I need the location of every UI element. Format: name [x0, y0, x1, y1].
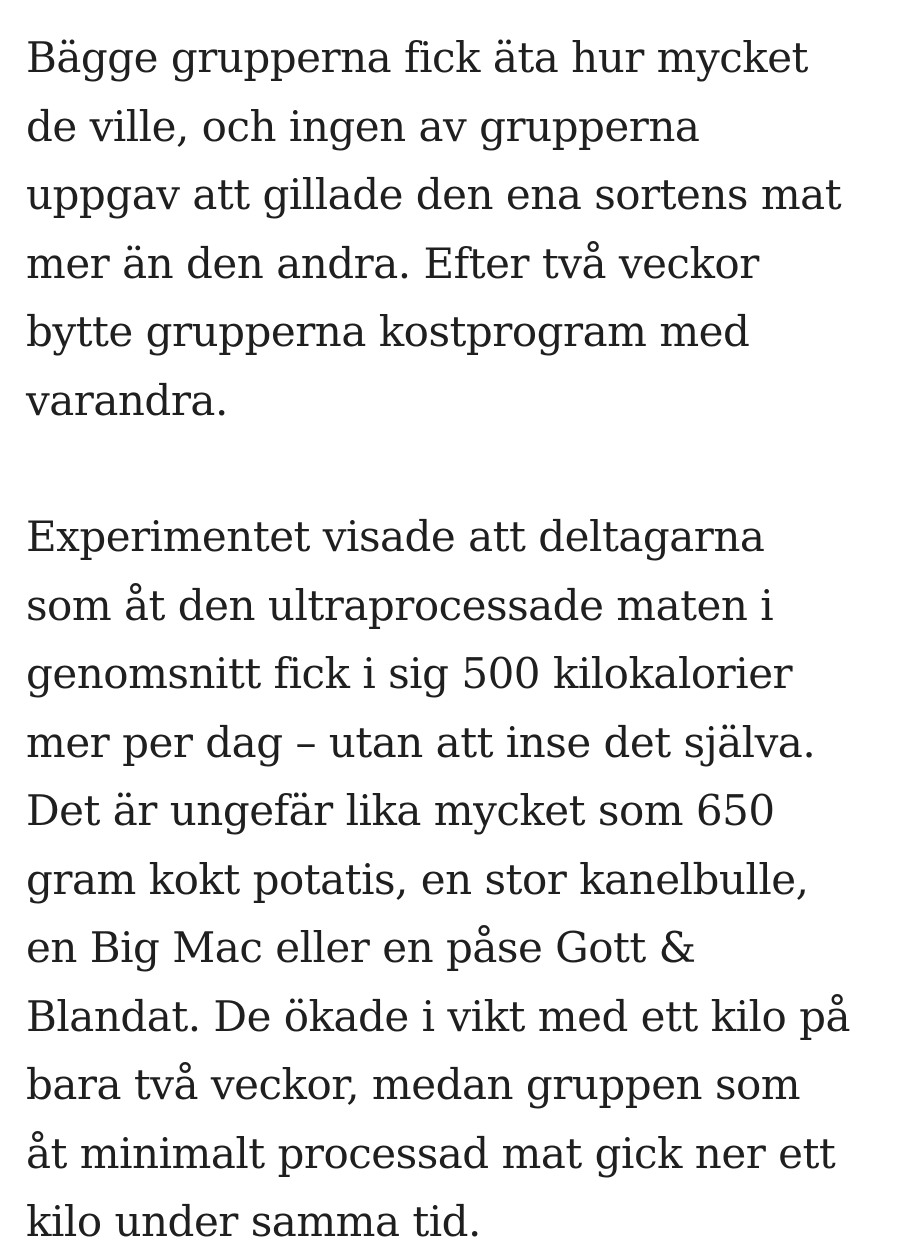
text-line: gram kokt potatis, en stor kanelbulle, — [26, 854, 809, 904]
text-line: varandra. — [26, 375, 228, 425]
text-line: de ville, och ingen av grupperna — [26, 101, 700, 151]
text-line: som åt den ultraprocessade maten i — [26, 580, 774, 630]
text-line: bytte grupperna kostprogram med — [26, 307, 750, 356]
paragraph-2 — [26, 503, 906, 1257]
text-line: Bägge grupperna fick äta hur mycket — [26, 33, 808, 82]
text-line: Det är ungefär lika mycket som 650 — [26, 786, 775, 835]
article-body — [26, 24, 906, 1257]
text-line: en Big Mac eller en påse Gott & — [26, 923, 696, 972]
text-line: mer per dag – utan att inse det själva. — [26, 717, 816, 767]
text-line: genomsnitt fick i sig 500 kilokalorier — [26, 649, 793, 698]
text-line: åt minimalt processad mat gick ner ett — [26, 1128, 836, 1178]
text-line: kilo under samma tid. — [26, 1197, 481, 1246]
paragraph-1 — [26, 24, 906, 435]
text-line: mer än den andra. Efter två veckor — [26, 238, 759, 288]
text-line: bara två veckor, medan gruppen som — [26, 1060, 801, 1109]
text-line: Blandat. De ökade i vikt med ett kilo på — [26, 991, 851, 1041]
text-line: Experimentet visade att deltagarna — [26, 512, 765, 561]
text-line: uppgav att gillade den ena sortens mat — [26, 170, 842, 219]
